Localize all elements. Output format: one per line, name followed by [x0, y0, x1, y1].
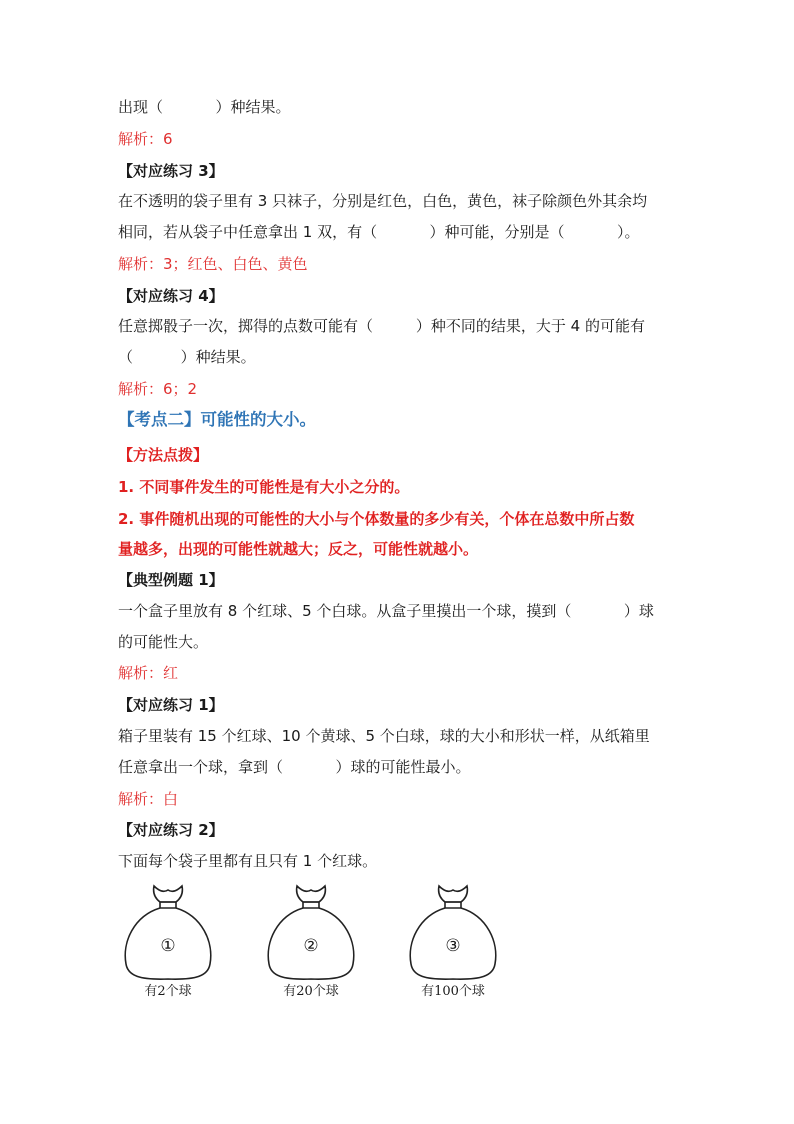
exercise-heading: 【对应练习 3】 [118, 162, 224, 180]
bag-icon [261, 878, 361, 988]
bag-icon [403, 878, 503, 988]
method-point: 量越多，出现的可能性就越大；反之，可能性就越小。 [118, 540, 479, 558]
text-line: 出现（ ）种结果。 [118, 98, 291, 116]
answer-line: 解析：6；2 [118, 380, 198, 398]
text-line: （ ）种结果。 [118, 348, 256, 366]
exercise-heading: 【对应练习 2】 [118, 821, 224, 839]
bag-caption: 有20个球 [283, 984, 339, 999]
bag-1 [118, 878, 218, 1008]
bag-number: ② [303, 936, 319, 956]
answer-line: 解析：3；红色、白色、黄色 [118, 255, 308, 273]
bag-caption: 有2个球 [144, 984, 192, 999]
text-line: 任意掷骰子一次，掷得的点数可能有（ ）种不同的结果，大于 4 的可能有 [118, 317, 645, 335]
method-point: 2. 事件随机出现的可能性的大小与个体数量的多少有关，个体在总数中所占数 [118, 510, 635, 528]
bag-caption: 有100个球 [421, 984, 485, 999]
bag-3 [403, 878, 503, 1008]
method-point: 1. 不同事件发生的可能性是有大小之分的。 [118, 478, 410, 496]
answer-line: 解析：6 [118, 130, 173, 148]
bag-icon [118, 878, 218, 988]
section-heading: 【考点二】可能性的大小。 [118, 410, 316, 429]
text-line: 在不透明的袋子里有 3 只袜子，分别是红色，白色，黄色，袜子除颜色外其余均 [118, 192, 648, 210]
bag-figures [118, 878, 498, 1008]
answer-line: 解析：红 [118, 664, 179, 682]
exercise-heading: 【对应练习 1】 [118, 696, 224, 714]
bag-number: ① [160, 936, 176, 956]
bag-2 [261, 878, 361, 1008]
text-line: 一个盒子里放有 8 个红球、5 个白球。从盒子里摸出一个球，摸到（ ）球 [118, 602, 654, 620]
bag-number: ③ [445, 936, 461, 956]
text-line: 箱子里装有 15 个红球、10 个黄球、5 个白球，球的大小和形状一样，从纸箱里 [118, 727, 650, 745]
answer-line: 解析：白 [118, 790, 179, 808]
example-heading: 【典型例题 1】 [118, 571, 224, 589]
text-line: 任意拿出一个球，拿到（ ）球的可能性最小。 [118, 758, 471, 776]
method-heading: 【方法点拨】 [118, 446, 209, 464]
text-line: 下面每个袋子里都有且只有 1 个红球。 [118, 852, 378, 870]
exercise-heading: 【对应练习 4】 [118, 287, 224, 305]
text-line: 相同，若从袋子中任意拿出 1 双，有（ ）种可能，分别是（ ）。 [118, 223, 640, 241]
text-line: 的可能性大。 [118, 633, 209, 651]
